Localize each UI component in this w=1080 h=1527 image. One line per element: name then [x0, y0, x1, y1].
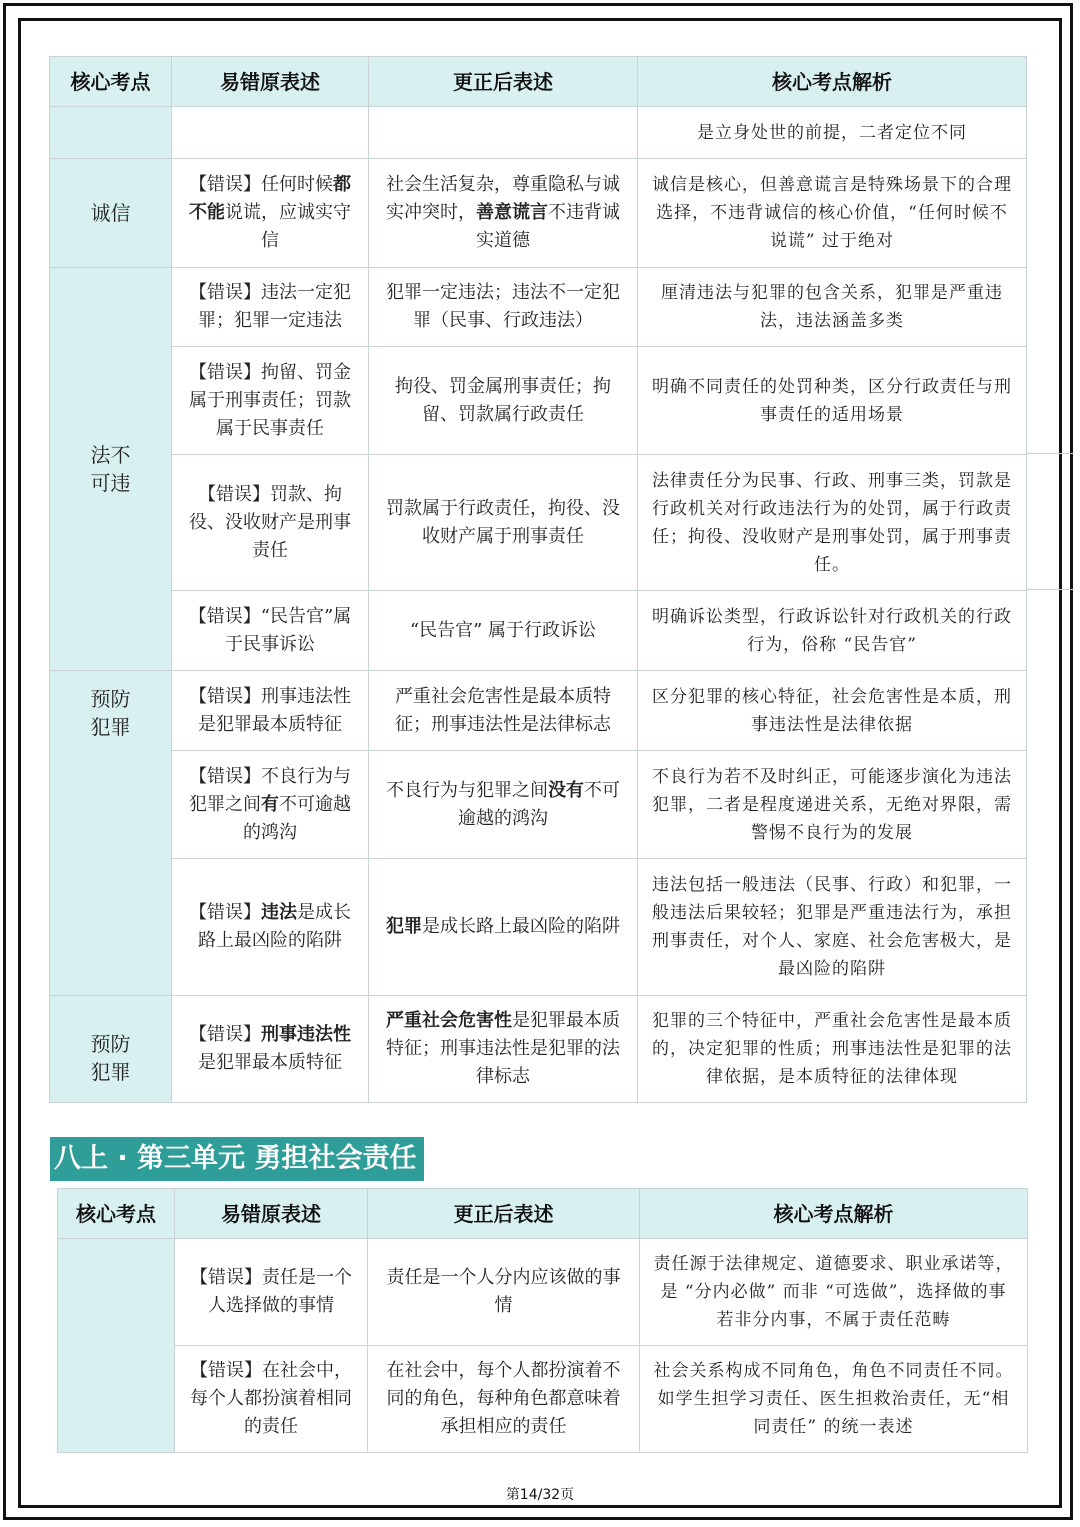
- analysis-cell: 违法包括一般违法（民事、行政）和犯罪，一般违法后果较轻；犯罪是严重违法行为，承担刑事责任，对个人、家庭、社会危害极大，是最凶险的陷阱: [638, 859, 1027, 996]
- table-row: [50, 591, 1027, 671]
- table-header-row: [50, 57, 1027, 107]
- header-analysis: 核心考点解析: [638, 57, 1027, 107]
- original-cell: 【错误】拘留、罚金属于刑事责任；罚款属于民事责任: [172, 347, 369, 455]
- header-corrected: 更正后表述: [368, 1189, 640, 1239]
- original-cell: 【错误】刑事违法性是犯罪最本质特征: [172, 671, 369, 751]
- corrected-cell: 责任是一个人分内应该做的事情: [368, 1239, 640, 1346]
- topic-cell-yufangfanzui: 预防 犯罪: [50, 671, 172, 996]
- header-original: 易错原表述: [172, 57, 369, 107]
- table-header-row: [58, 1189, 1028, 1239]
- analysis-cell: 犯罪的三个特征中，严重社会危害性是最本质的，决定犯罪的性质；刑事违法性是犯罪的法律依据，是本质特征的法律体现: [638, 996, 1027, 1103]
- analysis-cell: 不良行为若不及时纠正，可能逐步演化为违法犯罪，二者是程度递进关系，无绝对界限，需警惕不良行为的发展: [638, 751, 1027, 859]
- original-cell: 【错误】违法一定犯罪；犯罪一定违法: [172, 268, 369, 347]
- corrected-cell: 严重社会危害性是犯罪最本质特征；刑事违法性是犯罪的法律标志: [369, 996, 638, 1103]
- analysis-cell: 明确诉讼类型，行政诉讼针对行政机关的行政行为，俗称 “民告官”: [638, 591, 1027, 671]
- corrected-cell: 罚款属于行政责任，拘役、没收财产属于刑事责任: [369, 455, 638, 591]
- table-row: [58, 1239, 1028, 1346]
- original-cell: 【错误】不良行为与犯罪之间有不可逾越的鸿沟: [172, 751, 369, 859]
- original-cell: [172, 107, 369, 159]
- header-original: 易错原表述: [175, 1189, 368, 1239]
- corrected-cell: 在社会中，每个人都扮演着不同的角色，每种角色都意味着承担相应的责任: [368, 1346, 640, 1453]
- table-row: [50, 159, 1027, 268]
- table-row: [58, 1346, 1028, 1453]
- analysis-cell: 诚信是核心，但善意谎言是特殊场景下的合理选择，不违背诚信的核心价值，“任何时候不说谎” 过于绝对: [638, 159, 1027, 268]
- analysis-cell: 区分犯罪的核心特征，社会危害性是本质，刑事违法性是法律依据: [638, 671, 1027, 751]
- table-row: [50, 671, 1027, 751]
- corrected-cell: 犯罪是成长路上最凶险的陷阱: [369, 859, 638, 996]
- topic-cell-empty: [58, 1239, 175, 1453]
- table-row: [50, 107, 1027, 159]
- header-analysis: 核心考点解析: [640, 1189, 1028, 1239]
- unit-title-banner: 八上 · 第三单元 勇担社会责任: [50, 1137, 424, 1181]
- table-row: [50, 455, 1027, 591]
- table-row: [50, 268, 1027, 347]
- original-cell: 【错误】责任是一个人选择做的事情: [175, 1239, 368, 1346]
- analysis-cell: 社会关系构成不同角色，角色不同责任不同。如学生担学习责任、医生担救治责任，无“相同责任” 的统一表述: [640, 1346, 1028, 1453]
- header-topic: 核心考点: [58, 1189, 175, 1239]
- original-cell: 【错误】刑事违法性是犯罪最本质特征: [172, 996, 369, 1103]
- original-cell: 【错误】罚款、拘役、没收财产是刑事责任: [172, 455, 369, 591]
- original-cell: 【错误】违法是成长路上最凶险的陷阱: [172, 859, 369, 996]
- original-cell: 【错误】任何时候都不能说谎，应诚实守信: [172, 159, 369, 268]
- analysis-cell: 是立身处世的前提，二者定位不同: [638, 107, 1027, 159]
- topic-cell-yufangfanzui-2: 预防 犯罪: [50, 996, 172, 1103]
- topic-cell-fabukewei: 法不 可违: [50, 268, 172, 671]
- header-corrected: 更正后表述: [369, 57, 638, 107]
- corrected-cell: 犯罪一定违法；违法不一定犯罪（民事、行政违法）: [369, 268, 638, 347]
- analysis-cell: 明确不同责任的处罚种类，区分行政责任与刑事责任的适用场景: [638, 347, 1027, 455]
- original-cell: 【错误】在社会中，每个人都扮演着相同的责任: [175, 1346, 368, 1453]
- page-number: 第14/32页: [505, 1487, 575, 1503]
- table-edge-mark: [1026, 589, 1074, 590]
- topic-cell-chengxin: 诚信: [50, 159, 172, 268]
- corrected-cell: [369, 107, 638, 159]
- original-cell: 【错误】“民告官”属于民事诉讼: [172, 591, 369, 671]
- table-row: [50, 859, 1027, 996]
- table-row: [50, 996, 1027, 1103]
- corrected-cell: 不良行为与犯罪之间没有不可逾越的鸿沟: [369, 751, 638, 859]
- analysis-cell: 厘清违法与犯罪的包含关系，犯罪是严重违法，违法涵盖多类: [638, 268, 1027, 347]
- header-topic: 核心考点: [50, 57, 172, 107]
- table-row: [50, 347, 1027, 455]
- corrected-cell: 严重社会危害性是最本质特征；刑事违法性是法律标志: [369, 671, 638, 751]
- analysis-cell: 法律责任分为民事、行政、刑事三类，罚款是行政机关对行政违法行为的处罚，属于行政责任；拘役、没收财产是刑事处罚，属于刑事责任。: [638, 455, 1027, 591]
- analysis-cell: 责任源于法律规定、道德要求、职业承诺等，是 “分内必做” 而非 “可选做”，选择做的事若非分内事，不属于责任范畴: [640, 1239, 1028, 1346]
- topic-cell-empty: [50, 107, 172, 159]
- corrected-cell: 拘役、罚金属刑事责任；拘留、罚款属行政责任: [369, 347, 638, 455]
- exam-points-table-1: [49, 56, 1027, 1103]
- exam-points-table-2: [57, 1188, 1028, 1453]
- table-row: [50, 751, 1027, 859]
- table-edge-mark: [1026, 453, 1074, 454]
- corrected-cell: “民告官” 属于行政诉讼: [369, 591, 638, 671]
- corrected-cell: 社会生活复杂，尊重隐私与诚实冲突时，善意谎言不违背诚实道德: [369, 159, 638, 268]
